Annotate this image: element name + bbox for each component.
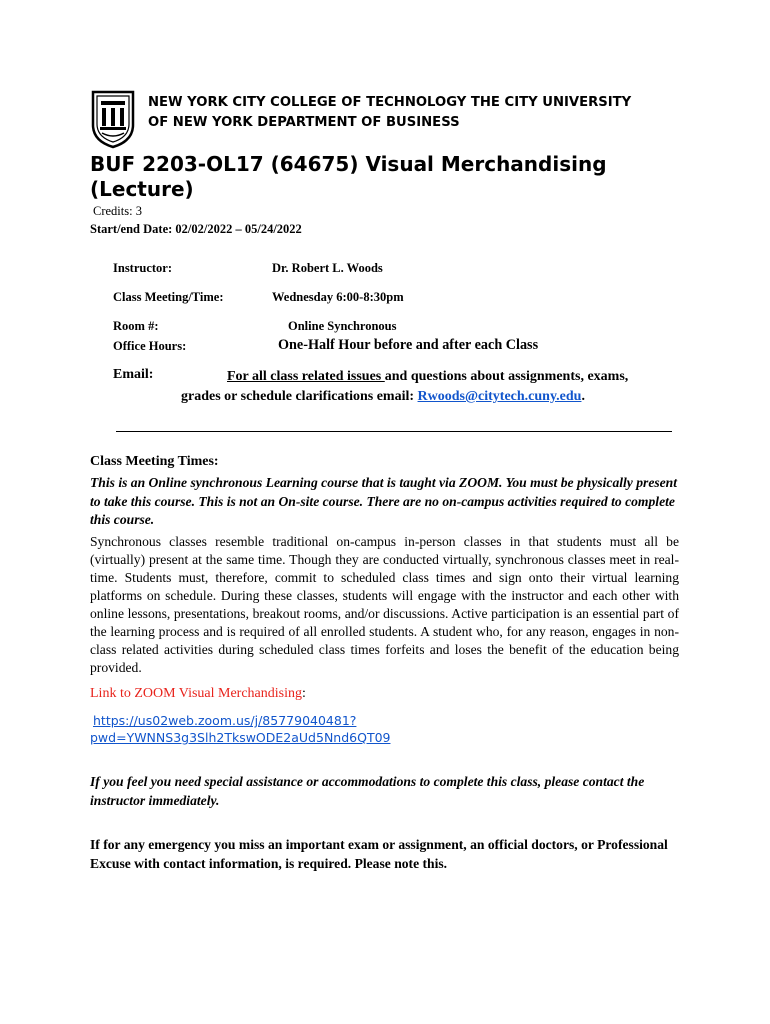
office-hours-label: Office Hours:: [113, 339, 187, 353]
institution-line-1: NEW YORK CITY COLLEGE OF TECHNOLOGY THE CITY UNIVERSITY: [148, 95, 632, 110]
course-dates: Start/end Date: 02/02/2022 – 05/24/2022: [90, 222, 302, 236]
email-label: Email:: [113, 367, 154, 382]
online-course-note: This is an Online synchronous Learning course that is taught via ZOOM. You must be physically present to take this course. This is not an On-site course. There are no on-campus activities required to complete this course.: [90, 475, 678, 527]
credits: Credits: 3: [93, 204, 142, 218]
instructor-email-link[interactable]: Rwoods@citytech.cuny.edu: [417, 389, 582, 404]
course-title: [90, 152, 710, 202]
institution-line-2: OF NEW YORK DEPARTMENT OF BUSINESS: [148, 115, 460, 130]
email-period: .: [581, 389, 585, 404]
synchronous-description: Synchronous classes resemble traditional on-campus in-person classes in that students must all be (virtually) present at the same time. Though they are conducted virtually, synchronous classes meet in real-time. Students must, therefore, commit to scheduled class times and sign onto their virtual learning platforms on schedule. During these classes, students will engage with the instructor and each other with online lessons, presentations, breakout rooms, and/or discussions. Active participation is an essential part of the learning process and is required of all enrolled students. A student who, for any reason, engages in non-class related activities during scheduled class times forfeits and loses the benefit of the education being provided.: [90, 534, 679, 675]
zoom-link-label: [90, 686, 306, 702]
emergency-note: If for any emergency you miss an important exam or assignment, an official doctors, or Professional Excuse with contact information, is required. Please note this.: [90, 837, 668, 871]
email-instructions: [90, 367, 690, 407]
institution-name: [148, 93, 708, 133]
email-text-underlined: For all class related issues: [227, 369, 385, 384]
meeting-value: Wednesday 6:00-8:30pm: [272, 290, 404, 304]
course-title-line-2: (Lecture): [90, 177, 194, 201]
office-hours-value: One-Half Hour before and after each Class: [278, 337, 539, 353]
instructor-value: Dr. Robert L. Woods: [272, 261, 383, 275]
zoom-url-line-2: pwd=YWNNS3g3Slh2TkswODE2aUd5Nnd6QT09: [90, 730, 391, 745]
room-label: Room #:: [113, 319, 159, 333]
zoom-link-colon: :: [302, 686, 306, 701]
assistance-note: If you feel you need special assistance or accommodations to complete this class, please contact the instructor immediately.: [90, 774, 645, 808]
email-text-line-2: grades or schedule clarifications email:: [181, 389, 418, 404]
zoom-url-line-1: https://us02web.zoom.us/j/85779040481?: [93, 713, 357, 728]
zoom-meeting-link[interactable]: [90, 712, 450, 746]
meeting-times-heading: Class Meeting Times:: [90, 454, 219, 469]
course-title-line-1: BUF 2203-OL17 (64675) Visual Merchandising: [90, 152, 607, 176]
meeting-label: Class Meeting/Time:: [113, 290, 224, 304]
room-value: Online Synchronous: [288, 319, 397, 333]
email-text-rest: and questions about assignments, exams,: [384, 369, 629, 384]
college-seal-icon: [90, 89, 136, 149]
zoom-link-label-text: Link to ZOOM Visual Merchandising: [90, 686, 302, 701]
instructor-label: Instructor:: [113, 261, 173, 275]
section-divider: [116, 431, 672, 432]
